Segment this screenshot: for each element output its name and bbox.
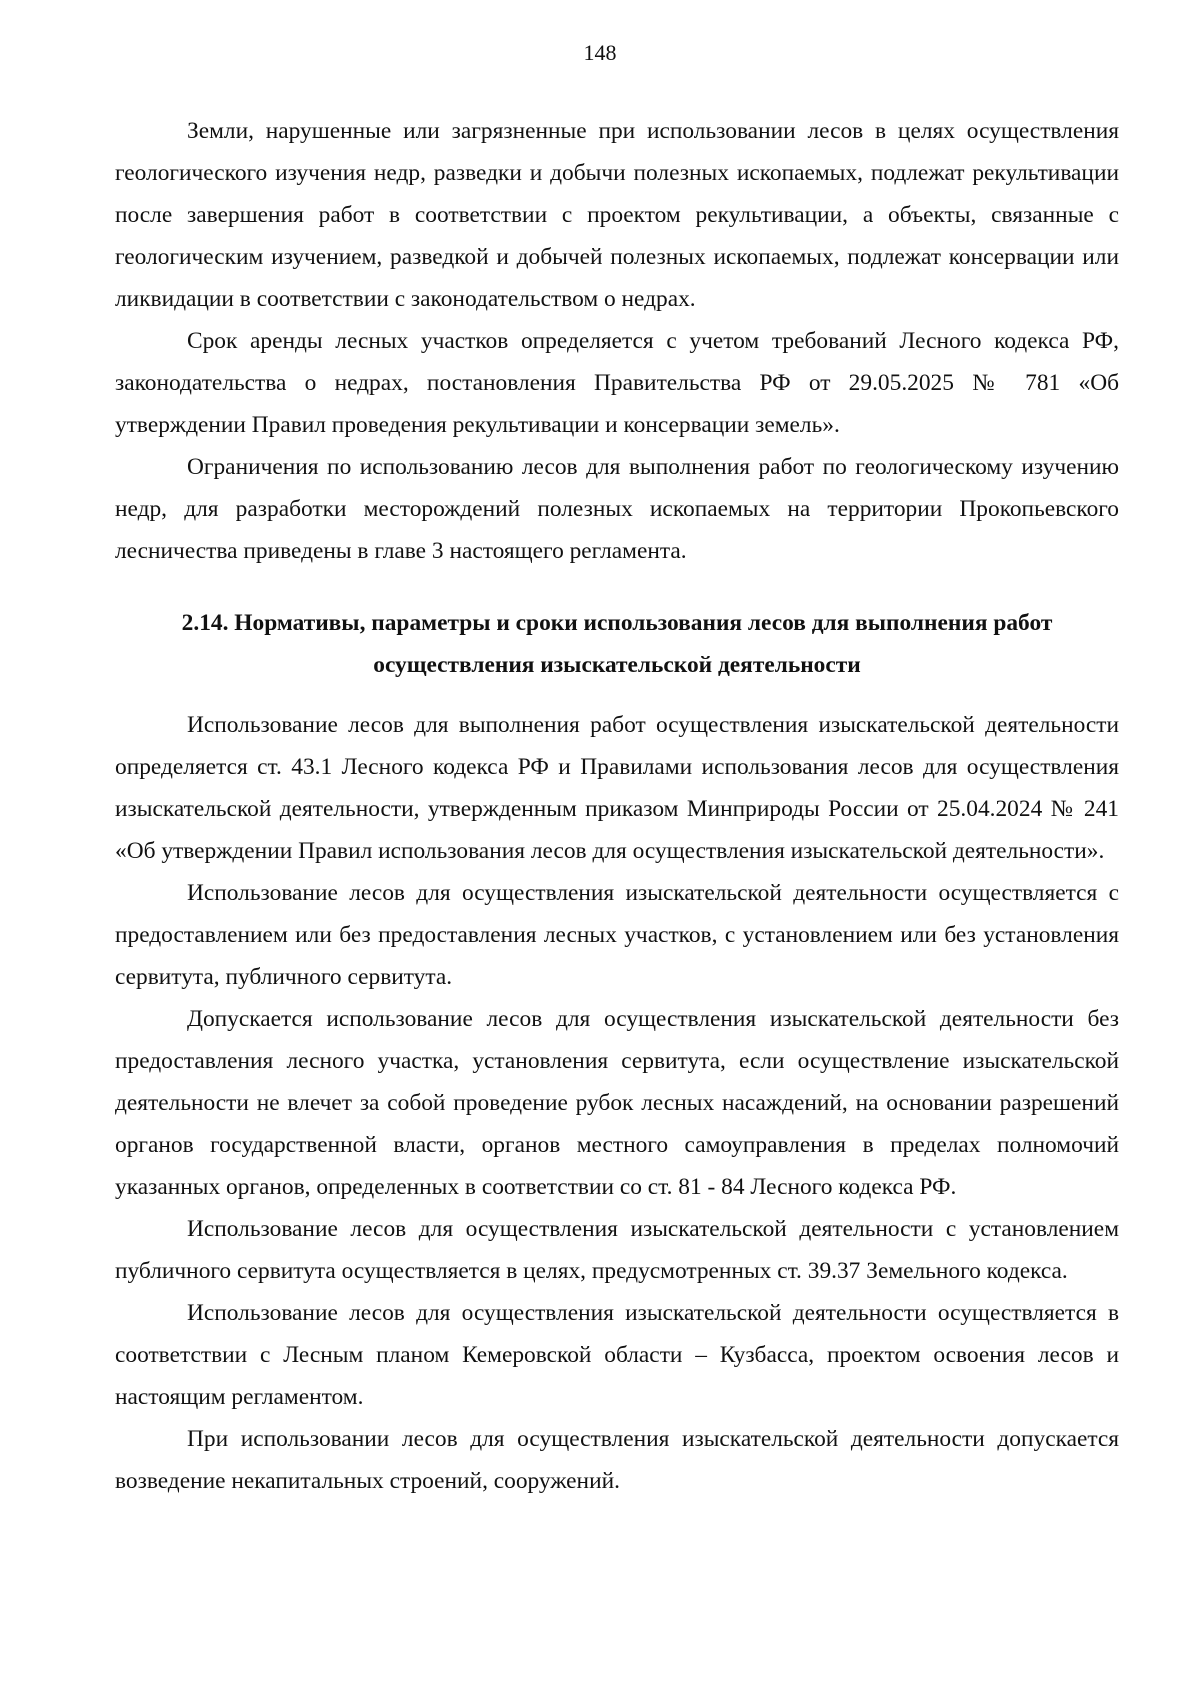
paragraph: Использование лесов для выполнения работ осуществления изыскательской деятельности определяется ст. 43.1 Лесного кодекса РФ и Правилами использования лесов для осуществления изыскательской деятельности, утвержденным приказом Минприроды России от 25.04.2024 № 241 «Об утверждении Правил использования лесов для осуществления изыскательской деятельности». xyxy=(115,712,1119,864)
paragraph: Земли, нарушенные или загрязненные при использовании лесов в целях осуществления геологического изучения недр, разведки и добычи полезных ископаемых, подлежат рекультивации после завершения работ в соответствии с проектом рекультивации, а объекты, связанные с геологическим изучением, разведкой и добычей полезных ископаемых, подлежат консервации или ликвидации в соответствии с законодательством о недрах. xyxy=(115,118,1119,312)
page-number: 148 xyxy=(583,40,617,65)
paragraph: Срок аренды лесных участков определяется с учетом требований Лесного кодекса РФ, законодательства о недрах, постановления Правительства РФ от 29.05.2025 № 781 «Об утверждении Правил проведения рекультивации и консервации земель». xyxy=(115,328,1119,438)
paragraph: Использование лесов для осуществления изыскательской деятельности с установлением публичного сервитута осуществляется в целях, предусмотренных ст. 39.37 Земельного кодекса. xyxy=(115,1216,1119,1284)
section-heading: 2.14. Нормативы, параметры и сроки использования лесов для выполнения работ осуществления изыскательской деятельности xyxy=(181,610,1053,678)
paragraph: Использование лесов для осуществления изыскательской деятельности осуществляется в соответствии с Лесным планом Кемеровской области – Кузбасса, проектом освоения лесов и настоящим регламентом. xyxy=(115,1300,1119,1410)
paragraph: Допускается использование лесов для осуществления изыскательской деятельности без предоставления лесного участка, установления сервитута, если осуществление изыскательской деятельности не влечет за собой проведение рубок лесных насаждений, на основании разрешений органов государственной власти, органов местного самоуправления в пределах полномочий указанных органов, определенных в соответствии со ст. 81 - 84 Лесного кодекса РФ. xyxy=(115,1006,1119,1200)
paragraph: Ограничения по использованию лесов для выполнения работ по геологическому изучению недр, для разработки месторождений полезных ископаемых на территории Прокопьевского лесничества приведены в главе 3 настоящего регламента. xyxy=(115,454,1119,564)
document-body xyxy=(115,110,1119,1502)
paragraph: При использовании лесов для осуществления изыскательской деятельности допускается возведение некапитальных строений, сооружений. xyxy=(115,1426,1119,1494)
paragraph: Использование лесов для осуществления изыскательской деятельности осуществляется с предоставлением или без предоставления лесных участков, с установлением или без установления сервитута, публичного сервитута. xyxy=(115,880,1119,990)
